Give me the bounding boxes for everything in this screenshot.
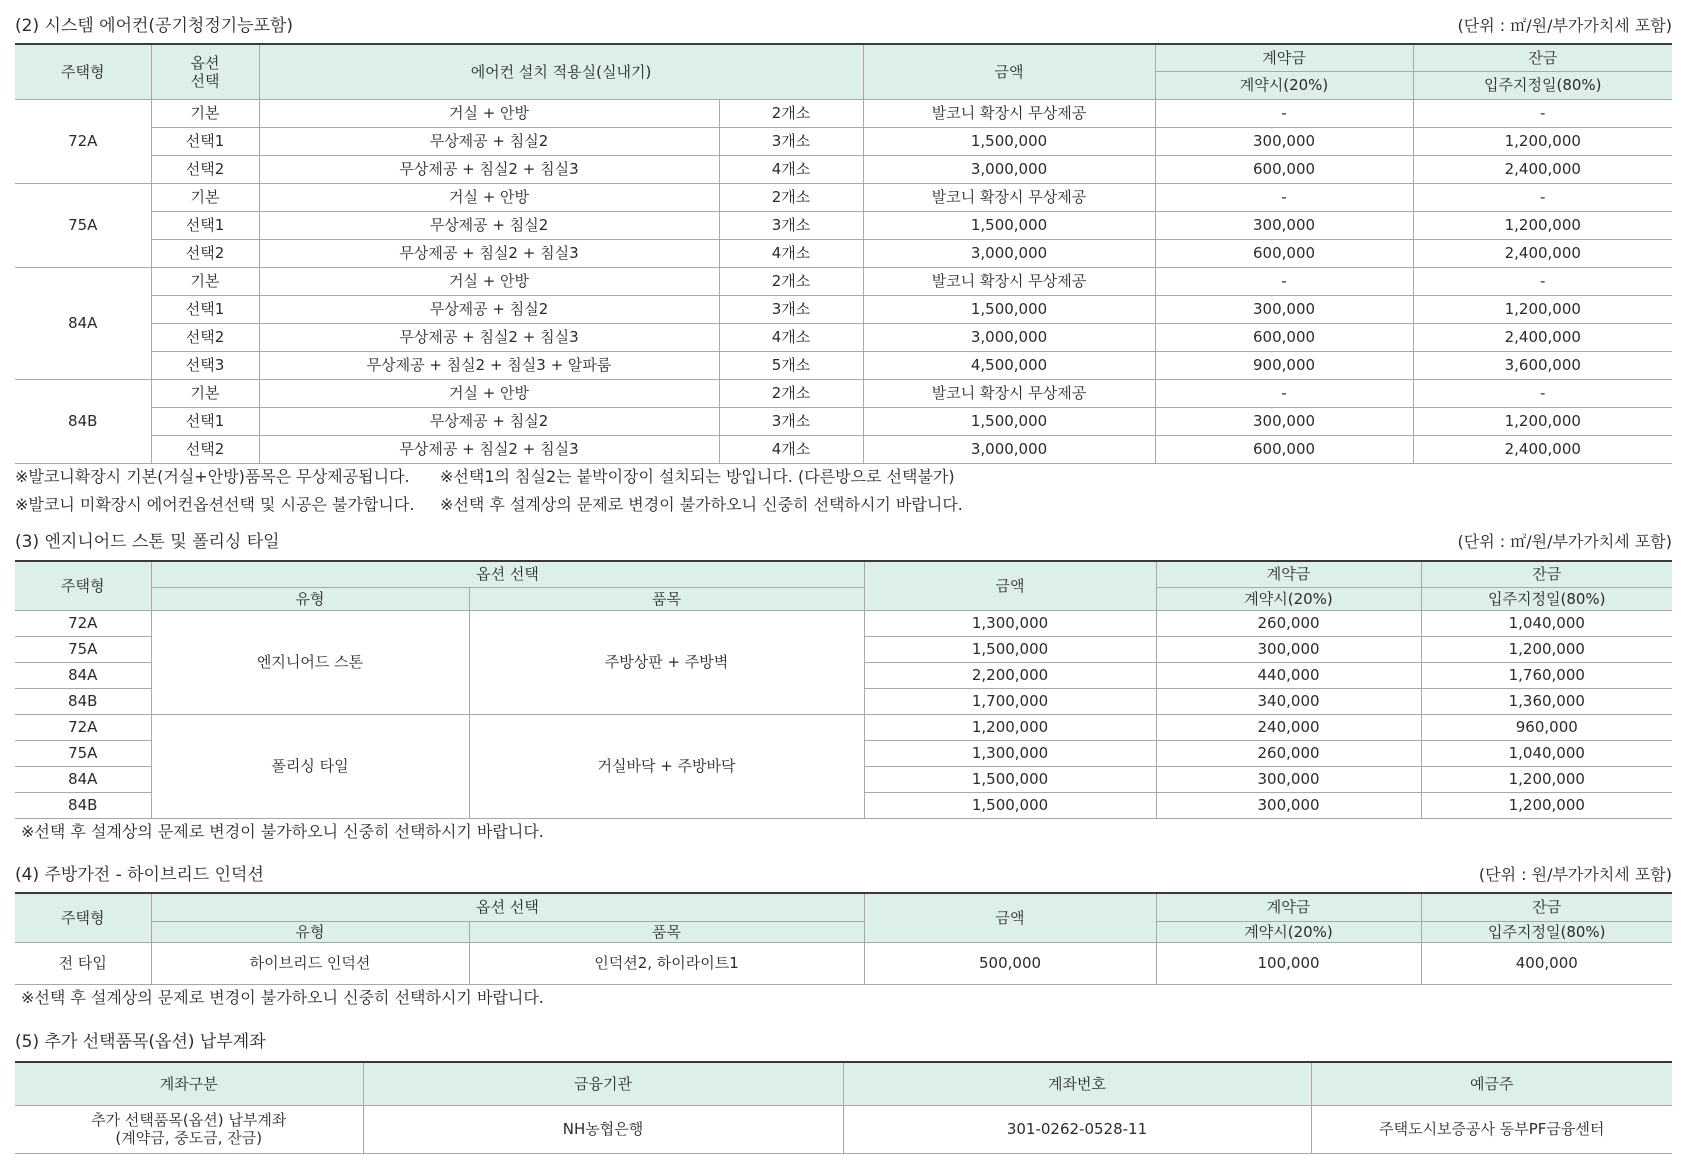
stone-unit-label: (단위 : ㎡/원/부가가치세 포함) xyxy=(1457,532,1672,551)
aircon-balance-cell: - xyxy=(1413,183,1672,211)
aircon-header-rooms: 에어컨 설치 적용실(실내기) xyxy=(259,44,863,99)
induction-header-kind: 유형 xyxy=(151,921,469,942)
stone-section-title: (3) 엔지니어드 스톤 및 폴리싱 타일 xyxy=(15,532,280,552)
induction-kind-cell: 하이브리드 인덕션 xyxy=(151,942,469,984)
induction-header-subrow xyxy=(15,921,1672,942)
aircon-amount-cell: 3,000,000 xyxy=(863,155,1155,183)
stone-header-option: 옵션 선택 xyxy=(151,561,864,587)
aircon-balance-cell: - xyxy=(1413,267,1672,295)
induction-header-amount: 금액 xyxy=(864,893,1156,942)
aircon-row xyxy=(15,127,1672,155)
aircon-row xyxy=(15,267,1672,295)
aircon-row xyxy=(15,379,1672,407)
stone-deposit-cell: 260,000 xyxy=(1156,610,1421,636)
stone-amount-cell: 1,500,000 xyxy=(864,636,1156,662)
induction-price-table xyxy=(15,892,1672,985)
induction-amount-cell: 500,000 xyxy=(864,942,1156,984)
induction-note: ※선택 후 설계상의 문제로 변경이 불가하오니 신중히 선택하시기 바랍니다. xyxy=(21,988,544,1007)
aircon-amount-cell: 1,500,000 xyxy=(863,211,1155,239)
aircon-amount-cell: 발코니 확장시 무상제공 xyxy=(863,379,1155,407)
aircon-option-cell: 선택2 xyxy=(151,323,259,351)
aircon-option-cell: 선택2 xyxy=(151,239,259,267)
stone-header-type: 주택형 xyxy=(15,561,151,610)
aircon-balance-cell: 2,400,000 xyxy=(1413,155,1672,183)
aircon-rooms-cell: 무상제공 + 침실2 xyxy=(259,127,719,155)
aircon-balance-cell: 2,400,000 xyxy=(1413,239,1672,267)
aircon-deposit-cell: - xyxy=(1155,99,1413,127)
aircon-amount-cell: 1,500,000 xyxy=(863,295,1155,323)
stone-balance-cell: 1,040,000 xyxy=(1421,610,1672,636)
stone-header-deposit: 계약금 xyxy=(1156,561,1421,587)
induction-balance-cell: 400,000 xyxy=(1421,942,1672,984)
aircon-count-cell: 2개소 xyxy=(719,99,863,127)
stone-type-cell: 84A xyxy=(15,662,151,688)
aircon-balance-cell: 2,400,000 xyxy=(1413,435,1672,463)
aircon-header-amount: 금액 xyxy=(863,44,1155,99)
stone-type-cell: 72A xyxy=(15,610,151,636)
induction-header-row xyxy=(15,893,1672,921)
aircon-deposit-cell: 300,000 xyxy=(1155,295,1413,323)
aircon-count-cell: 4개소 xyxy=(719,239,863,267)
aircon-rooms-cell: 무상제공 + 침실2 + 침실3 + 알파룸 xyxy=(259,351,719,379)
aircon-row xyxy=(15,295,1672,323)
aircon-type-cell: 84A xyxy=(15,267,151,379)
aircon-count-cell: 3개소 xyxy=(719,127,863,155)
stone-kind-cell: 엔지니어드 스톤 xyxy=(151,610,469,714)
aircon-note: ※발코니확장시 기본(거실+안방)품목은 무상제공됩니다. xyxy=(15,467,410,486)
induction-row xyxy=(15,942,1672,984)
aircon-section-title: (2) 시스템 에어컨(공기청정기능포함) xyxy=(15,16,294,36)
stone-deposit-cell: 260,000 xyxy=(1156,740,1421,766)
aircon-section-header xyxy=(15,13,1672,39)
aircon-option-cell: 선택1 xyxy=(151,295,259,323)
aircon-rooms-cell: 거실 + 안방 xyxy=(259,379,719,407)
aircon-option-cell: 선택1 xyxy=(151,407,259,435)
aircon-note: ※선택 후 설계상의 문제로 변경이 불가하오니 신중히 선택하시기 바랍니다. xyxy=(440,495,963,514)
aircon-option-cell: 선택2 xyxy=(151,435,259,463)
aircon-count-cell: 3개소 xyxy=(719,407,863,435)
stone-balance-cell: 1,760,000 xyxy=(1421,662,1672,688)
stone-deposit-cell: 300,000 xyxy=(1156,766,1421,792)
account-row xyxy=(15,1105,1672,1153)
aircon-header-option xyxy=(151,44,259,99)
aircon-note: ※선택1의 침실2는 붙박이장이 설치되는 방입니다. (다른방으로 선택불가) xyxy=(440,467,955,486)
stone-type-cell: 84A xyxy=(15,766,151,792)
account-section-header xyxy=(15,1029,1672,1055)
stone-balance-cell: 960,000 xyxy=(1421,714,1672,740)
induction-item-cell: 인덕션2, 하이라이트1 xyxy=(469,942,864,984)
stone-deposit-cell: 300,000 xyxy=(1156,792,1421,818)
stone-header-amount: 금액 xyxy=(864,561,1156,610)
aircon-row xyxy=(15,351,1672,379)
account-header-category: 계좌구분 xyxy=(15,1062,363,1105)
account-category-line1: 추가 선택품목(옵션) 납부계좌 xyxy=(91,1111,287,1129)
aircon-rooms-cell: 무상제공 + 침실2 xyxy=(259,295,719,323)
stone-header-subrow xyxy=(15,587,1672,610)
stone-header-row xyxy=(15,561,1672,587)
stone-item-cell: 거실바닥 + 주방바닥 xyxy=(469,714,864,818)
aircon-row xyxy=(15,99,1672,127)
aircon-deposit-cell: 300,000 xyxy=(1155,127,1413,155)
aircon-amount-cell: 발코니 확장시 무상제공 xyxy=(863,183,1155,211)
stone-amount-cell: 1,300,000 xyxy=(864,740,1156,766)
aircon-rooms-cell: 무상제공 + 침실2 + 침실3 xyxy=(259,239,719,267)
aircon-row xyxy=(15,239,1672,267)
stone-type-cell: 75A xyxy=(15,740,151,766)
aircon-note-line xyxy=(15,491,1672,519)
stone-amount-cell: 1,200,000 xyxy=(864,714,1156,740)
aircon-count-cell: 4개소 xyxy=(719,323,863,351)
aircon-amount-cell: 3,000,000 xyxy=(863,435,1155,463)
aircon-deposit-cell: 300,000 xyxy=(1155,211,1413,239)
induction-unit-label: (단위 : 원/부가가치세 포함) xyxy=(1478,865,1672,884)
aircon-type-cell: 75A xyxy=(15,183,151,267)
aircon-header-option-line1: 옵션 xyxy=(190,53,220,72)
account-category-cell xyxy=(15,1105,363,1153)
stone-row xyxy=(15,610,1672,636)
aircon-deposit-cell: 600,000 xyxy=(1155,239,1413,267)
aircon-amount-cell: 3,000,000 xyxy=(863,239,1155,267)
aircon-balance-cell: 1,200,000 xyxy=(1413,295,1672,323)
aircon-option-cell: 기본 xyxy=(151,267,259,295)
aircon-amount-cell: 발코니 확장시 무상제공 xyxy=(863,267,1155,295)
account-table xyxy=(15,1061,1672,1154)
aircon-balance-cell: - xyxy=(1413,379,1672,407)
stone-item-cell: 주방상판 + 주방벽 xyxy=(469,610,864,714)
account-section-title: (5) 추가 선택품목(옵션) 납부계좌 xyxy=(15,1032,266,1052)
aircon-count-cell: 3개소 xyxy=(719,211,863,239)
aircon-option-cell: 선택1 xyxy=(151,127,259,155)
stone-header-deposit-sub: 계약시(20%) xyxy=(1156,587,1421,610)
aircon-rooms-cell: 무상제공 + 침실2 + 침실3 xyxy=(259,323,719,351)
aircon-amount-cell: 1,500,000 xyxy=(863,407,1155,435)
induction-header-item: 품목 xyxy=(469,921,864,942)
stone-amount-cell: 1,500,000 xyxy=(864,792,1156,818)
induction-type-cell: 전 타입 xyxy=(15,942,151,984)
aircon-rooms-cell: 거실 + 안방 xyxy=(259,183,719,211)
aircon-rooms-cell: 무상제공 + 침실2 + 침실3 xyxy=(259,155,719,183)
stone-balance-cell: 1,200,000 xyxy=(1421,792,1672,818)
aircon-header-row xyxy=(15,44,1672,71)
account-header-bank: 금융기관 xyxy=(363,1062,843,1105)
aircon-unit-label: (단위 : ㎡/원/부가가치세 포함) xyxy=(1457,16,1672,35)
aircon-amount-cell: 1,500,000 xyxy=(863,127,1155,155)
aircon-deposit-cell: 600,000 xyxy=(1155,435,1413,463)
aircon-deposit-cell: 300,000 xyxy=(1155,407,1413,435)
aircon-row xyxy=(15,211,1672,239)
account-header-row xyxy=(15,1062,1672,1105)
aircon-option-cell: 선택3 xyxy=(151,351,259,379)
induction-header-option: 옵션 선택 xyxy=(151,893,864,921)
aircon-notes xyxy=(15,463,1672,519)
account-header-number: 계좌번호 xyxy=(843,1062,1311,1105)
aircon-balance-cell: 1,200,000 xyxy=(1413,127,1672,155)
aircon-header-balance: 잔금 xyxy=(1413,44,1672,71)
induction-section-header xyxy=(15,862,1672,888)
stone-header-balance-sub: 입주지정일(80%) xyxy=(1421,587,1672,610)
account-number-cell: 301-0262-0528-11 xyxy=(843,1105,1311,1153)
aircon-header-deposit: 계약금 xyxy=(1155,44,1413,71)
aircon-amount-cell: 발코니 확장시 무상제공 xyxy=(863,99,1155,127)
account-category-line2: (계약금, 중도금, 잔금) xyxy=(115,1129,263,1147)
aircon-option-cell: 선택1 xyxy=(151,211,259,239)
aircon-amount-cell: 4,500,000 xyxy=(863,351,1155,379)
account-bank-cell: NH농협은행 xyxy=(363,1105,843,1153)
stone-section-header xyxy=(15,529,1672,555)
induction-header-type: 주택형 xyxy=(15,893,151,942)
aircon-balance-cell: 1,200,000 xyxy=(1413,211,1672,239)
aircon-option-cell: 기본 xyxy=(151,379,259,407)
aircon-row xyxy=(15,183,1672,211)
stone-balance-cell: 1,200,000 xyxy=(1421,766,1672,792)
stone-deposit-cell: 440,000 xyxy=(1156,662,1421,688)
stone-type-cell: 75A xyxy=(15,636,151,662)
aircon-deposit-cell: 600,000 xyxy=(1155,155,1413,183)
stone-balance-cell: 1,040,000 xyxy=(1421,740,1672,766)
induction-header-deposit: 계약금 xyxy=(1156,893,1421,921)
stone-balance-cell: 1,200,000 xyxy=(1421,636,1672,662)
stone-amount-cell: 1,500,000 xyxy=(864,766,1156,792)
aircon-deposit-cell: - xyxy=(1155,379,1413,407)
induction-header-balance-sub: 입주지정일(80%) xyxy=(1421,921,1672,942)
aircon-row xyxy=(15,323,1672,351)
aircon-deposit-cell: 600,000 xyxy=(1155,323,1413,351)
aircon-deposit-cell: 900,000 xyxy=(1155,351,1413,379)
stone-row xyxy=(15,714,1672,740)
aircon-price-table xyxy=(15,43,1672,464)
stone-amount-cell: 2,200,000 xyxy=(864,662,1156,688)
stone-deposit-cell: 340,000 xyxy=(1156,688,1421,714)
aircon-rooms-cell: 무상제공 + 침실2 xyxy=(259,407,719,435)
stone-note: ※선택 후 설계상의 문제로 변경이 불가하오니 신중히 선택하시기 바랍니다. xyxy=(21,822,544,841)
stone-header-item: 품목 xyxy=(469,587,864,610)
aircon-deposit-cell: - xyxy=(1155,267,1413,295)
aircon-row xyxy=(15,435,1672,463)
account-holder-cell: 주택도시보증공사 동부PF금융센터 xyxy=(1311,1105,1672,1153)
aircon-balance-cell: 1,200,000 xyxy=(1413,407,1672,435)
aircon-balance-cell: - xyxy=(1413,99,1672,127)
stone-header-kind: 유형 xyxy=(151,587,469,610)
aircon-rooms-cell: 거실 + 안방 xyxy=(259,267,719,295)
aircon-rooms-cell: 무상제공 + 침실2 + 침실3 xyxy=(259,435,719,463)
aircon-count-cell: 3개소 xyxy=(719,295,863,323)
aircon-header-deposit-sub: 계약시(20%) xyxy=(1155,71,1413,99)
aircon-count-cell: 2개소 xyxy=(719,183,863,211)
stone-price-table xyxy=(15,560,1672,819)
stone-kind-cell: 폴리싱 타일 xyxy=(151,714,469,818)
aircon-rooms-cell: 무상제공 + 침실2 xyxy=(259,211,719,239)
aircon-balance-cell: 2,400,000 xyxy=(1413,323,1672,351)
stone-type-cell: 84B xyxy=(15,792,151,818)
aircon-row xyxy=(15,155,1672,183)
aircon-rooms-cell: 거실 + 안방 xyxy=(259,99,719,127)
aircon-balance-cell: 3,600,000 xyxy=(1413,351,1672,379)
aircon-amount-cell: 3,000,000 xyxy=(863,323,1155,351)
aircon-type-cell: 72A xyxy=(15,99,151,183)
aircon-count-cell: 4개소 xyxy=(719,155,863,183)
aircon-note-line xyxy=(15,463,1672,491)
aircon-header-balance-sub: 입주지정일(80%) xyxy=(1413,71,1672,99)
stone-header-balance: 잔금 xyxy=(1421,561,1672,587)
aircon-header-option-line2: 선택 xyxy=(190,71,220,90)
induction-deposit-cell: 100,000 xyxy=(1156,942,1421,984)
aircon-count-cell: 4개소 xyxy=(719,435,863,463)
aircon-option-cell: 기본 xyxy=(151,99,259,127)
aircon-option-cell: 선택2 xyxy=(151,155,259,183)
induction-header-balance: 잔금 xyxy=(1421,893,1672,921)
aircon-row xyxy=(15,407,1672,435)
stone-deposit-cell: 300,000 xyxy=(1156,636,1421,662)
aircon-note: ※발코니 미확장시 에어컨옵션선택 및 시공은 불가합니다. xyxy=(15,495,415,514)
aircon-count-cell: 2개소 xyxy=(719,379,863,407)
aircon-option-cell: 기본 xyxy=(151,183,259,211)
aircon-type-cell: 84B xyxy=(15,379,151,463)
aircon-deposit-cell: - xyxy=(1155,183,1413,211)
stone-deposit-cell: 240,000 xyxy=(1156,714,1421,740)
stone-type-cell: 72A xyxy=(15,714,151,740)
induction-header-deposit-sub: 계약시(20%) xyxy=(1156,921,1421,942)
induction-section-title: (4) 주방가전 - 하이브리드 인덕션 xyxy=(15,865,264,885)
aircon-count-cell: 2개소 xyxy=(719,267,863,295)
stone-amount-cell: 1,700,000 xyxy=(864,688,1156,714)
aircon-count-cell: 5개소 xyxy=(719,351,863,379)
aircon-header-type: 주택형 xyxy=(15,44,151,99)
stone-type-cell: 84B xyxy=(15,688,151,714)
stone-amount-cell: 1,300,000 xyxy=(864,610,1156,636)
stone-balance-cell: 1,360,000 xyxy=(1421,688,1672,714)
account-header-holder: 예금주 xyxy=(1311,1062,1672,1105)
